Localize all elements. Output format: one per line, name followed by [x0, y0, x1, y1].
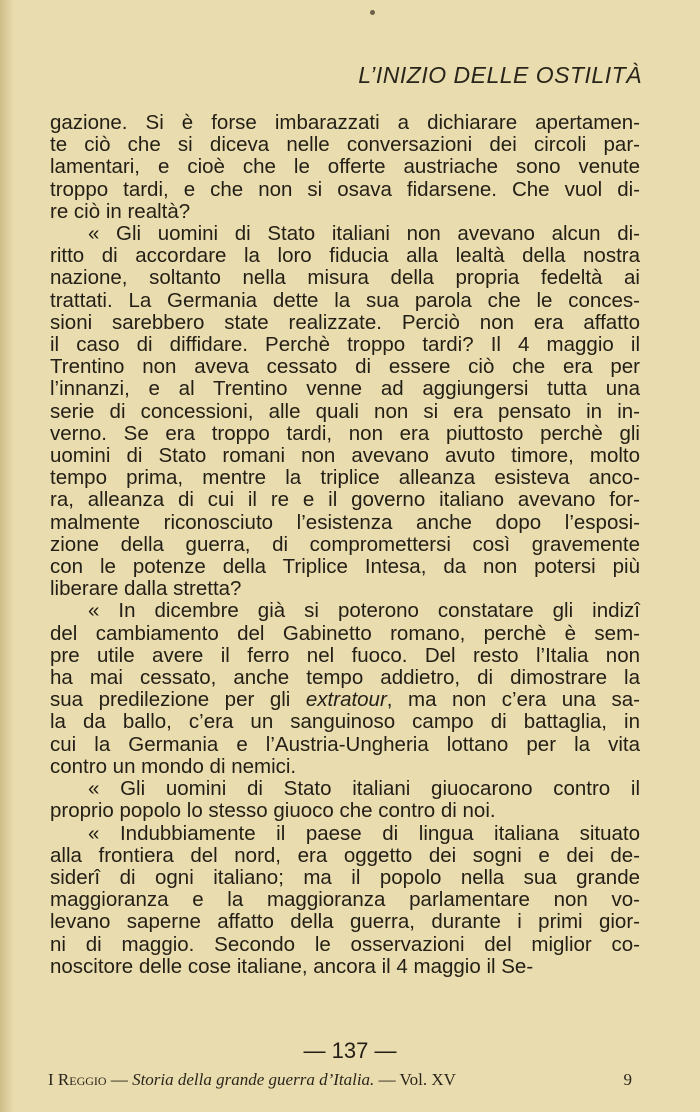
text-line: liberare dalla stretta?: [50, 577, 242, 601]
text-line: siderî di ogni italiano; ma il popolo nella sua grande: [50, 865, 640, 889]
text-line: pre utile avere il ferro nel fuoco. Del resto l’Italia non: [50, 643, 640, 667]
text-line: lamentari, e cioè che le offerte austriache sono venute: [50, 155, 640, 179]
text-line: noscitore delle cose italiane, ancora il 4 maggio il Se-: [50, 954, 534, 978]
footer-dash: —: [110, 1070, 128, 1089]
text-line: il caso di diffidare. Perchè troppo tardi? Il 4 maggio il: [50, 333, 640, 357]
running-head: L’INIZIO DELLE OSTILITÀ: [358, 62, 642, 88]
text-line: proprio popolo lo stesso giuoco che contro di noi.: [50, 799, 496, 823]
footer-signature: 9: [623, 1070, 632, 1089]
footer-author: I Reggio: [48, 1070, 107, 1089]
text-line: tempo prima, mentre la triplice alleanza esisteva anco-: [50, 466, 640, 490]
text-line: gazione. Si è forse imbarazzati a dichiarare apertamen-: [50, 111, 640, 134]
text-line: serie di concessioni, alle quali non si era pensato in in-: [50, 399, 640, 423]
text-line: sua predilezione per gli extratour, ma non c’era una sa-: [50, 688, 640, 712]
text-line: alla frontiera del nord, era oggetto dei sogni e dei de-: [50, 843, 640, 867]
print-speck: [370, 10, 375, 15]
page-edge-shadow: [0, 0, 14, 1112]
text-line: trattati. La Germania dette la sua parola che le conces-: [50, 288, 640, 312]
text-line: troppo tardi, e che non si osava fidarsene. Che vuol di-: [50, 177, 640, 201]
footer-title: Storia della grande guerra d’Italia.: [132, 1070, 375, 1089]
text-line: maggioranza e la maggioranza parlamentare non vo-: [50, 888, 640, 912]
text-line: con le potenze della Triplice Intesa, da non potersi più: [50, 555, 640, 579]
text-line: cui la Germania e l’Austria-Ungheria lottano per la vita: [50, 732, 640, 756]
footer-citation: [48, 1070, 456, 1090]
text-line: « In dicembre già si poterono constatare gli indizî: [88, 599, 640, 623]
text-line: l’innanzi, e al Trentino venne ad aggiungersi tutta una: [50, 377, 640, 401]
text-line: la da ballo, c’era un sanguinoso campo di battaglia, in: [50, 710, 640, 734]
text-line: sioni sarebbero state realizzate. Perciò non era affatto: [50, 310, 640, 334]
text-line: ritto di accordare la loro fiducia alla lealtà della nostra: [50, 244, 640, 268]
text-line: del cambiamento del Gabinetto romano, perchè è sem-: [50, 621, 640, 645]
text-line: ha mai cessato, anche tempo addietro, di dimostrare la: [50, 666, 640, 690]
text-line: malmente riconosciuto l’esistenza anche dopo l’esposi-: [50, 510, 640, 534]
body-text: [50, 112, 640, 978]
page-number: — 137 —: [303, 1038, 397, 1063]
text-line: re ciò in realtà?: [50, 199, 191, 223]
text-line: levano saperne affatto della guerra, durante i primi gior-: [50, 910, 640, 934]
text-line: contro un mondo di nemici.: [50, 754, 297, 778]
footer: [48, 1070, 632, 1090]
text-line: Trentino non aveva cessato di essere ciò che era per: [50, 355, 640, 379]
text-line: « Indubbiamente il paese di lingua italiana situato: [88, 821, 640, 845]
text-line: verno. Se era troppo tardi, non era piuttosto perchè gli: [50, 421, 640, 445]
text-line: te ciò che si diceva nelle conversazioni dei circoli par-: [50, 133, 640, 157]
text-line: « Gli uomini di Stato italiani non avevano alcun di-: [88, 222, 640, 246]
text-line: uomini di Stato romani non avevano avuto timore, molto: [50, 444, 640, 468]
text-line: « Gli uomini di Stato italiani giuocarono contro il: [88, 777, 640, 801]
text-line: ra, alleanza di cui il re e il governo italiano avevano for-: [50, 488, 640, 512]
footer-volume: — Vol. XV: [378, 1070, 456, 1089]
text-line: nazione, soltanto nella misura della propria fedeltà ai: [50, 266, 640, 290]
text-line: ni di maggio. Secondo le osservazioni del miglior co-: [50, 932, 640, 956]
text-line: zione della guerra, di compromettersi così gravemente: [50, 532, 640, 556]
